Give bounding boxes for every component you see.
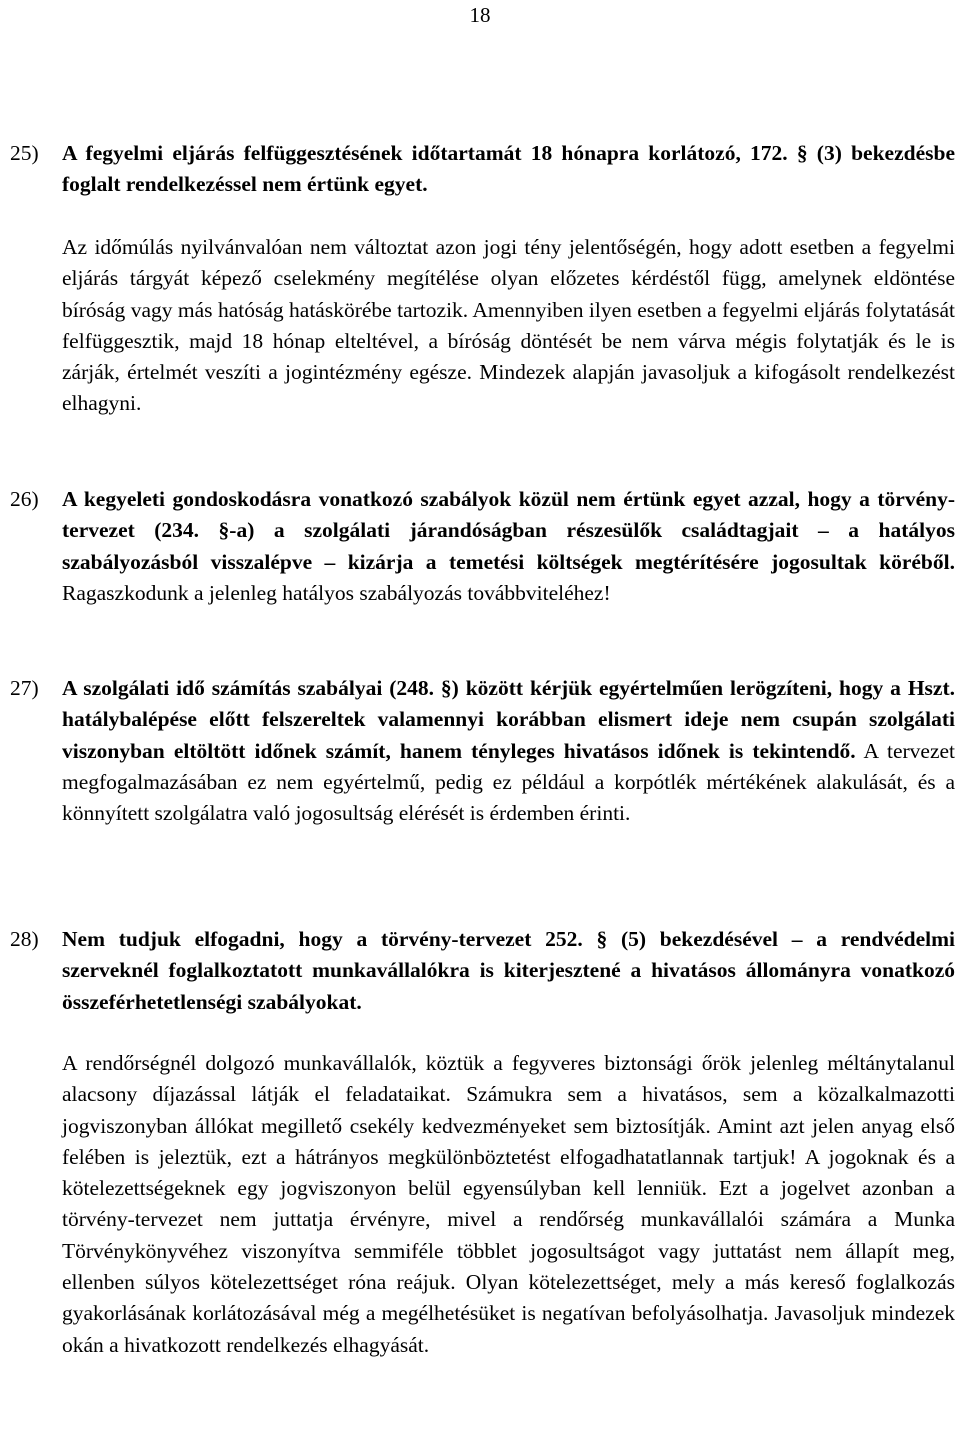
item-normal-text: A tervezet megfogalmazásában ez nem egyértelmű, pedig ez például a korpótlék mértékének alakulását, és a könnyített szolgálatra való jogosultság elérését is érdemben érinti.: [62, 738, 955, 826]
item-text: [62, 673, 955, 829]
paragraph-item-28-explanation: A rendőrségnél dolgozó munkavállalók, köztük a fegyveres biztonsági őrök jelenleg méltánytalanul alacsony díjazással látják el feladataikat. Számukra sem a hivatásos, sem a közalkalmazotti jogviszonyban állókat megillető csekély kedvezményeket sem biztosítják. Amint azt jelen anyag első felében is jeleztük, ezt a hátrányos megkülönböztetést elfogadhatatlannak tartjuk! A jogoknak és a kötelezettségeknek egy jogviszonyon belül egyensúlyban kell lenniük. Ezt a jogelvet azonban a törvény-tervezet nem juttatja érvényre, mivel a rendőrség munkavállalói számára a Munka Törvénykönyvéhez viszonyítva semmiféle többlet jogosultságot vagy juttatást nem állapít meg, ellenben súlyos kötelezettséget róna reájuk. Olyan kötelezettséget, mely a más kereső foglalkozás gyakorlásának korlátozásával még a megélhetésüket is negatívan befolyásolhatja. Javasoljuk mindezek okán a hivatkozott rendelkezés elhagyását.: [62, 1051, 955, 1357]
list-item-27: [10, 673, 955, 829]
item-text: [62, 484, 955, 609]
list-item-28: [10, 924, 955, 1018]
item-number: 28): [10, 927, 39, 951]
item-bold-text: A szolgálati idő számítás szabályai (248. §) között kérjük egyértelműen lerögzíteni, hogy a Hszt. hatálybalépése előtt felszereltek valamennyi korábban elismert ideje nem csupán szolgálati viszonyban eltöltött időnek számít, hanem tényleges hivatásos időnek is tekintendő.: [62, 676, 955, 763]
paragraph-item-25-explanation: Az időmúlás nyilvánvalóan nem változtat azon jogi tény jelentőségén, hogy adott esetben a fegyelmi eljárás tárgyát képező cselekmény megítélése olyan előzetes kérdéstől függ, amelynek eldöntése bíróság vagy más hatóság hatáskörébe tartozik. Amennyiben ilyen esetben a fegyelmi eljárás folytatását felfüggesztik, majd 18 hónap elteltével, a bíróság döntését be nem várva mégis folytatják és le is zárják, értelmét veszíti a jogintézmény egésze. Mindezek alapján javasoljuk a kifogásolt rendelkezést elhagyni.: [62, 235, 955, 416]
page-number: 18: [469, 3, 491, 27]
item-number: 26): [10, 487, 39, 511]
item-text: [62, 924, 955, 1018]
item-bold-text: A kegyeleti gondoskodásra vonatkozó szabályok közül nem értünk egyet azzal, hogy a törvény-tervezet (234. §-a) a szolgálati járandóságban részesülők családtagjait – a hatályos szabályozásból visszalépve – kizárja a temetési költségek megtérítésére jogosultak köréből.: [62, 487, 955, 574]
item-bold-text: Nem tudjuk elfogadni, hogy a törvény-tervezet 252. § (5) bekezdésével – a rendvédelmi szerveknél foglalkoztatott munkavállalókra is kiterjesztené a hivatásos állományra vonatkozó összeférhetetlenségi szabályokat.: [62, 927, 955, 1014]
list-item-25: [10, 138, 955, 201]
item-normal-text: Ragaszkodunk a jelenleg hatályos szabályozás továbbviteléhez!: [62, 580, 611, 605]
item-number: 27): [10, 676, 39, 700]
item-bold-text: A fegyelmi eljárás felfüggesztésének időtartamát 18 hónapra korlátozó, 172. § (3) bekezdésbe foglalt rendelkezéssel nem értünk egyet.: [62, 141, 955, 197]
list-item-26: [10, 484, 955, 609]
item-text: [62, 138, 955, 201]
item-number: 25): [10, 141, 39, 165]
